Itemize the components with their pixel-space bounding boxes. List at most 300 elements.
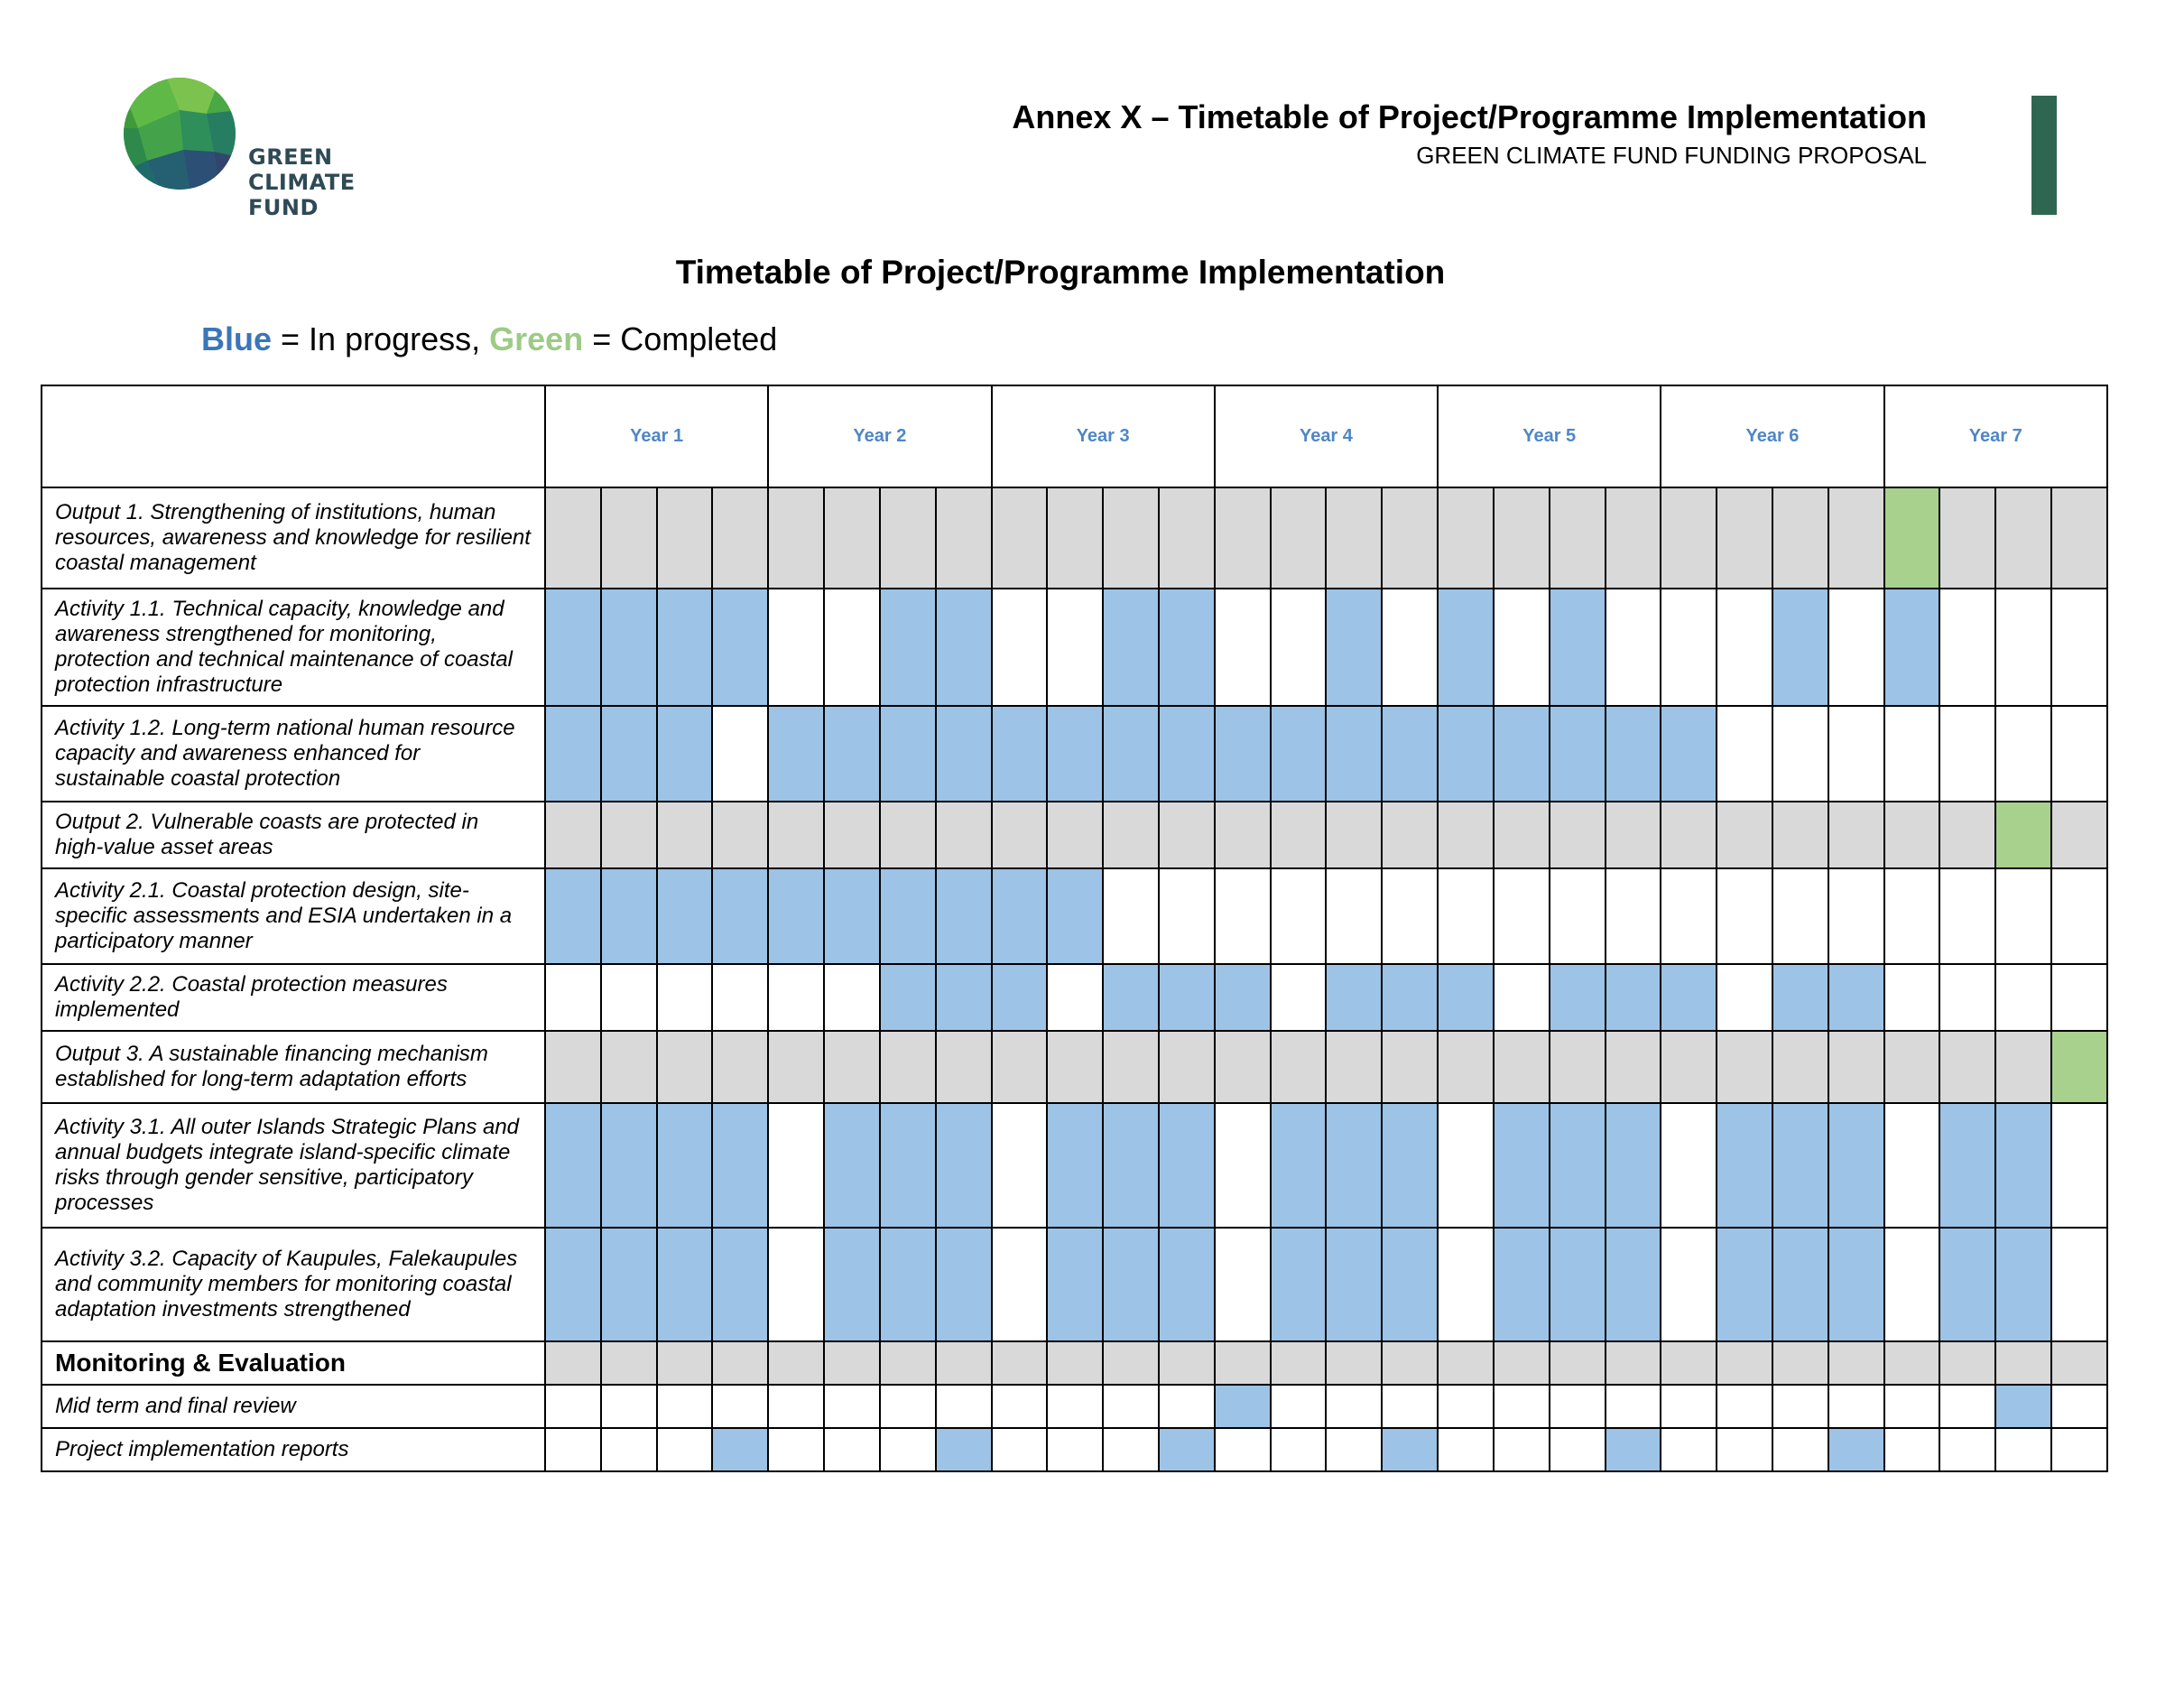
in-progress-cell — [1103, 589, 1159, 706]
output-row-cell — [1103, 802, 1159, 868]
legend-green-word: Green — [489, 320, 584, 357]
row-label: Output 3. A sustainable financing mechanism established for long-term adaptation efforts — [42, 1031, 545, 1103]
row-label: Activity 1.2. Long-term national human resource capacity and awareness enhanced for sustainable coastal protection — [42, 706, 545, 802]
output-row-cell — [1828, 487, 1884, 589]
output-row-cell — [1939, 1341, 1995, 1385]
in-progress-cell — [1438, 964, 1494, 1031]
in-progress-cell — [1271, 706, 1327, 802]
in-progress-cell — [1047, 706, 1103, 802]
in-progress-cell — [768, 706, 824, 802]
empty-cell — [1828, 706, 1884, 802]
in-progress-cell — [545, 868, 601, 964]
in-progress-cell — [1215, 1385, 1271, 1428]
in-progress-cell — [1606, 964, 1661, 1031]
output-row-cell — [1606, 1031, 1661, 1103]
empty-cell — [1215, 589, 1271, 706]
in-progress-cell — [880, 1103, 936, 1228]
output-row-cell — [1550, 1031, 1606, 1103]
in-progress-cell — [1438, 706, 1494, 802]
output-row-cell — [880, 487, 936, 589]
output-row-cell — [1326, 802, 1382, 868]
in-progress-cell — [1494, 1228, 1550, 1341]
year-header: Year 5 — [1438, 385, 1661, 487]
output-row-cell — [1661, 1341, 1717, 1385]
output-row-cell — [1326, 1341, 1382, 1385]
empty-cell — [992, 1385, 1048, 1428]
output-row-cell — [1828, 1341, 1884, 1385]
output-row-cell — [1438, 1031, 1494, 1103]
empty-cell — [824, 1428, 880, 1471]
output-row-cell — [1772, 1341, 1828, 1385]
empty-cell — [2051, 1428, 2107, 1471]
empty-cell — [1772, 1428, 1828, 1471]
table-row — [42, 1228, 2107, 1341]
in-progress-cell — [545, 706, 601, 802]
empty-cell — [1271, 964, 1327, 1031]
output-row-cell — [1772, 487, 1828, 589]
empty-cell — [1884, 706, 1940, 802]
output-row-cell — [936, 1031, 992, 1103]
in-progress-cell — [880, 589, 936, 706]
output-row-cell — [1661, 802, 1717, 868]
output-row-cell — [712, 802, 768, 868]
output-row-cell — [545, 1031, 601, 1103]
in-progress-cell — [768, 868, 824, 964]
in-progress-cell — [1382, 1103, 1438, 1228]
in-progress-cell — [1103, 706, 1159, 802]
output-row-cell — [1271, 487, 1327, 589]
output-row-cell — [1438, 487, 1494, 589]
output-row-cell — [1606, 802, 1661, 868]
empty-cell — [1939, 964, 1995, 1031]
empty-cell — [1494, 868, 1550, 964]
in-progress-cell — [712, 1428, 768, 1471]
empty-cell — [1438, 1103, 1494, 1228]
table-row — [42, 589, 2107, 706]
output-row-cell — [1550, 802, 1606, 868]
empty-cell — [1271, 1385, 1327, 1428]
year-header: Year 2 — [768, 385, 991, 487]
in-progress-cell — [1828, 1103, 1884, 1228]
in-progress-cell — [1661, 964, 1717, 1031]
output-row-cell — [1438, 802, 1494, 868]
empty-cell — [1717, 868, 1772, 964]
output-row-cell — [992, 802, 1048, 868]
output-row-cell — [1772, 1031, 1828, 1103]
in-progress-cell — [1606, 1228, 1661, 1341]
empty-cell — [1884, 1428, 1940, 1471]
empty-cell — [2051, 1385, 2107, 1428]
empty-cell — [1717, 706, 1772, 802]
empty-cell — [1772, 1385, 1828, 1428]
empty-cell — [1103, 868, 1159, 964]
empty-cell — [1159, 1385, 1215, 1428]
in-progress-cell — [1995, 1228, 2051, 1341]
table-row — [42, 1031, 2107, 1103]
empty-cell — [2051, 1228, 2107, 1341]
in-progress-cell — [601, 868, 657, 964]
year-header: Year 3 — [992, 385, 1215, 487]
output-row-cell — [1215, 1341, 1271, 1385]
in-progress-cell — [545, 1103, 601, 1228]
in-progress-cell — [1772, 964, 1828, 1031]
in-progress-cell — [1494, 1103, 1550, 1228]
in-progress-cell — [1717, 1228, 1772, 1341]
empty-cell — [1995, 868, 2051, 964]
in-progress-cell — [601, 589, 657, 706]
gcf-logo-wordmark — [248, 144, 356, 220]
in-progress-cell — [601, 1103, 657, 1228]
output-row-cell — [2051, 802, 2107, 868]
legend — [201, 320, 777, 359]
empty-cell — [1884, 1228, 1940, 1341]
output-row-cell — [768, 1341, 824, 1385]
empty-cell — [768, 964, 824, 1031]
in-progress-cell — [1103, 964, 1159, 1031]
output-row-cell — [1550, 487, 1606, 589]
empty-cell — [768, 1385, 824, 1428]
output-row-cell — [1047, 1341, 1103, 1385]
in-progress-cell — [1661, 706, 1717, 802]
in-progress-cell — [1494, 706, 1550, 802]
empty-cell — [1828, 1385, 1884, 1428]
in-progress-cell — [712, 1228, 768, 1341]
empty-cell — [657, 1428, 713, 1471]
in-progress-cell — [1828, 1228, 1884, 1341]
empty-cell — [1103, 1428, 1159, 1471]
logo-line: FUND — [248, 195, 319, 220]
empty-cell — [657, 1385, 713, 1428]
empty-cell — [545, 1385, 601, 1428]
empty-cell — [1215, 1428, 1271, 1471]
in-progress-cell — [1215, 964, 1271, 1031]
empty-cell — [1438, 1228, 1494, 1341]
empty-cell — [880, 1385, 936, 1428]
empty-cell — [601, 1428, 657, 1471]
in-progress-cell — [657, 868, 713, 964]
legend-blue-word: Blue — [201, 320, 273, 357]
output-row-cell — [601, 487, 657, 589]
empty-cell — [992, 1428, 1048, 1471]
table-row — [42, 487, 2107, 589]
output-row-cell — [1494, 1031, 1550, 1103]
output-row-cell — [545, 802, 601, 868]
empty-cell — [712, 1385, 768, 1428]
empty-cell — [1047, 964, 1103, 1031]
year-header-row — [42, 385, 2107, 487]
empty-cell — [1494, 1428, 1550, 1471]
in-progress-cell — [1326, 1103, 1382, 1228]
empty-cell — [1550, 1385, 1606, 1428]
timetable — [41, 385, 2108, 1472]
empty-cell — [601, 964, 657, 1031]
output-row-cell — [1717, 802, 1772, 868]
in-progress-cell — [657, 589, 713, 706]
output-row-cell — [1047, 802, 1103, 868]
empty-cell — [1382, 868, 1438, 964]
row-label: Mid term and final review — [42, 1385, 545, 1428]
empty-cell — [1215, 1103, 1271, 1228]
in-progress-cell — [1382, 964, 1438, 1031]
in-progress-cell — [936, 1103, 992, 1228]
output-row-cell — [768, 802, 824, 868]
in-progress-cell — [824, 868, 880, 964]
output-row-cell — [545, 1341, 601, 1385]
completed-cell — [2051, 1031, 2107, 1103]
empty-cell — [1717, 1428, 1772, 1471]
output-row-cell — [1772, 802, 1828, 868]
in-progress-cell — [1550, 1228, 1606, 1341]
empty-cell — [1717, 1385, 1772, 1428]
output-row-cell — [1159, 1341, 1215, 1385]
in-progress-cell — [1103, 1103, 1159, 1228]
in-progress-cell — [1606, 706, 1661, 802]
row-label: Output 2. Vulnerable coasts are protected in high-value asset areas — [42, 802, 545, 868]
row-label: Activity 2.2. Coastal protection measures implemented — [42, 964, 545, 1031]
in-progress-cell — [1159, 706, 1215, 802]
empty-cell — [2051, 589, 2107, 706]
in-progress-cell — [1159, 1428, 1215, 1471]
output-row-cell — [936, 802, 992, 868]
output-row-cell — [1103, 1341, 1159, 1385]
output-row-cell — [712, 1341, 768, 1385]
output-row-cell — [880, 1341, 936, 1385]
empty-cell — [1103, 1385, 1159, 1428]
in-progress-cell — [880, 706, 936, 802]
header-corner-cell — [42, 385, 545, 487]
empty-cell — [1438, 868, 1494, 964]
output-row-cell — [824, 487, 880, 589]
output-row-cell — [1382, 802, 1438, 868]
empty-cell — [712, 964, 768, 1031]
row-label: Activity 3.1. All outer Islands Strategic Plans and annual budgets integrate island-specific climate risks through gender sensitive, participatory processes — [42, 1103, 545, 1228]
in-progress-cell — [601, 706, 657, 802]
in-progress-cell — [1606, 1428, 1661, 1471]
logo-line: CLIMATE — [248, 170, 356, 195]
output-row-cell — [1382, 1341, 1438, 1385]
output-row-cell — [1271, 1341, 1327, 1385]
in-progress-cell — [1047, 1103, 1103, 1228]
empty-cell — [1550, 868, 1606, 964]
in-progress-cell — [992, 868, 1048, 964]
empty-cell — [1494, 1385, 1550, 1428]
in-progress-cell — [936, 1428, 992, 1471]
in-progress-cell — [1271, 1228, 1327, 1341]
row-label: Activity 1.1. Technical capacity, knowledge and awareness strengthened for monitoring, protection and technical maintenance of coastal protection infrastructure — [42, 589, 545, 706]
output-row-cell — [1438, 1341, 1494, 1385]
empty-cell — [1047, 1385, 1103, 1428]
row-label: Activity 2.1. Coastal protection design, site-specific assessments and ESIA undertaken in a participatory manner — [42, 868, 545, 964]
in-progress-cell — [880, 868, 936, 964]
empty-cell — [712, 706, 768, 802]
empty-cell — [1717, 589, 1772, 706]
in-progress-cell — [1159, 1228, 1215, 1341]
empty-cell — [1884, 868, 1940, 964]
output-row-cell — [1939, 487, 1995, 589]
output-row-cell — [1494, 802, 1550, 868]
in-progress-cell — [1103, 1228, 1159, 1341]
in-progress-cell — [1772, 1103, 1828, 1228]
output-row-cell — [657, 1031, 713, 1103]
in-progress-cell — [1438, 589, 1494, 706]
table-row — [42, 868, 2107, 964]
empty-cell — [545, 1428, 601, 1471]
output-row-cell — [1215, 1031, 1271, 1103]
output-row-cell — [1606, 1341, 1661, 1385]
in-progress-cell — [824, 1228, 880, 1341]
output-row-cell — [1159, 487, 1215, 589]
empty-cell — [1661, 1428, 1717, 1471]
in-progress-cell — [1939, 1228, 1995, 1341]
in-progress-cell — [657, 1228, 713, 1341]
in-progress-cell — [936, 868, 992, 964]
empty-cell — [1772, 868, 1828, 964]
in-progress-cell — [1047, 868, 1103, 964]
output-row-cell — [1661, 487, 1717, 589]
in-progress-cell — [880, 1228, 936, 1341]
output-row-cell — [824, 802, 880, 868]
in-progress-cell — [1382, 706, 1438, 802]
output-row-cell — [992, 1031, 1048, 1103]
in-progress-cell — [1326, 706, 1382, 802]
empty-cell — [1215, 1228, 1271, 1341]
in-progress-cell — [1884, 589, 1940, 706]
table-row — [42, 1385, 2107, 1428]
empty-cell — [1661, 1385, 1717, 1428]
empty-cell — [1828, 589, 1884, 706]
in-progress-cell — [1326, 964, 1382, 1031]
output-row-cell — [1159, 802, 1215, 868]
empty-cell — [1717, 964, 1772, 1031]
empty-cell — [657, 964, 713, 1031]
empty-cell — [824, 1385, 880, 1428]
output-row-cell — [1995, 487, 2051, 589]
output-row-cell — [1828, 1031, 1884, 1103]
output-row-cell — [992, 1341, 1048, 1385]
empty-cell — [2051, 868, 2107, 964]
in-progress-cell — [1995, 1385, 2051, 1428]
empty-cell — [1995, 706, 2051, 802]
row-label: Activity 3.2. Capacity of Kaupules, Falekaupules and community members for monitoring coastal adaptation investments strengthened — [42, 1228, 545, 1341]
annex-title: Annex X – Timetable of Project/Programme Implementation — [1012, 98, 1927, 135]
output-row-cell — [1717, 1031, 1772, 1103]
empty-cell — [768, 1228, 824, 1341]
empty-cell — [992, 1228, 1048, 1341]
output-row-cell — [657, 1341, 713, 1385]
output-row-cell — [1939, 802, 1995, 868]
output-row-cell — [1995, 1031, 2051, 1103]
output-row-cell — [1550, 1341, 1606, 1385]
empty-cell — [1215, 868, 1271, 964]
empty-cell — [1661, 1228, 1717, 1341]
empty-cell — [768, 1428, 824, 1471]
in-progress-cell — [657, 1103, 713, 1228]
output-row-cell — [992, 487, 1048, 589]
in-progress-cell — [1550, 1103, 1606, 1228]
empty-cell — [1494, 589, 1550, 706]
page-title: Timetable of Project/Programme Implementation — [675, 254, 1446, 291]
empty-cell — [1326, 1385, 1382, 1428]
in-progress-cell — [1271, 1103, 1327, 1228]
empty-cell — [1939, 706, 1995, 802]
output-row-cell — [1326, 487, 1382, 589]
empty-cell — [1939, 1428, 1995, 1471]
empty-cell — [880, 1428, 936, 1471]
output-row-cell — [768, 487, 824, 589]
output-row-cell — [880, 802, 936, 868]
in-progress-cell — [992, 964, 1048, 1031]
empty-cell — [545, 964, 601, 1031]
in-progress-cell — [1828, 964, 1884, 1031]
table-row — [42, 802, 2107, 868]
output-row-cell — [1271, 802, 1327, 868]
empty-cell — [1884, 1103, 1940, 1228]
output-row-cell — [712, 1031, 768, 1103]
empty-cell — [1047, 1428, 1103, 1471]
in-progress-cell — [1326, 589, 1382, 706]
output-row-cell — [2051, 487, 2107, 589]
output-row-cell — [1215, 487, 1271, 589]
empty-cell — [1159, 868, 1215, 964]
in-progress-cell — [712, 868, 768, 964]
in-progress-cell — [1159, 589, 1215, 706]
empty-cell — [768, 1103, 824, 1228]
empty-cell — [1382, 1385, 1438, 1428]
in-progress-cell — [936, 706, 992, 802]
year-header: Year 6 — [1661, 385, 1883, 487]
output-row-cell — [1047, 1031, 1103, 1103]
empty-cell — [1606, 868, 1661, 964]
output-row-cell — [601, 802, 657, 868]
in-progress-cell — [1159, 964, 1215, 1031]
in-progress-cell — [1772, 1228, 1828, 1341]
in-progress-cell — [992, 706, 1048, 802]
empty-cell — [1326, 1428, 1382, 1471]
table-row — [42, 964, 2107, 1031]
output-row-cell — [1717, 487, 1772, 589]
output-row-cell — [1939, 1031, 1995, 1103]
output-row-cell — [936, 1341, 992, 1385]
output-row-cell — [1884, 1341, 1940, 1385]
empty-cell — [1995, 1428, 2051, 1471]
empty-cell — [1550, 1428, 1606, 1471]
output-row-cell — [824, 1031, 880, 1103]
in-progress-cell — [1047, 1228, 1103, 1341]
empty-cell — [1326, 868, 1382, 964]
empty-cell — [1772, 706, 1828, 802]
empty-cell — [768, 589, 824, 706]
annex-subtitle: GREEN CLIMATE FUND FUNDING PROPOSAL — [1416, 142, 1927, 169]
empty-cell — [824, 964, 880, 1031]
output-row-cell — [545, 487, 601, 589]
empty-cell — [601, 1385, 657, 1428]
table-row — [42, 1103, 2107, 1228]
year-header: Year 4 — [1215, 385, 1438, 487]
year-header: Year 1 — [545, 385, 768, 487]
output-row-cell — [1606, 487, 1661, 589]
empty-cell — [1606, 1385, 1661, 1428]
output-row-cell — [824, 1341, 880, 1385]
in-progress-cell — [880, 964, 936, 1031]
empty-cell — [1884, 964, 1940, 1031]
in-progress-cell — [1382, 1228, 1438, 1341]
in-progress-cell — [712, 1103, 768, 1228]
output-row-cell — [1494, 487, 1550, 589]
empty-cell — [992, 1103, 1048, 1228]
in-progress-cell — [936, 589, 992, 706]
output-row-cell — [1661, 1031, 1717, 1103]
empty-cell — [1438, 1428, 1494, 1471]
